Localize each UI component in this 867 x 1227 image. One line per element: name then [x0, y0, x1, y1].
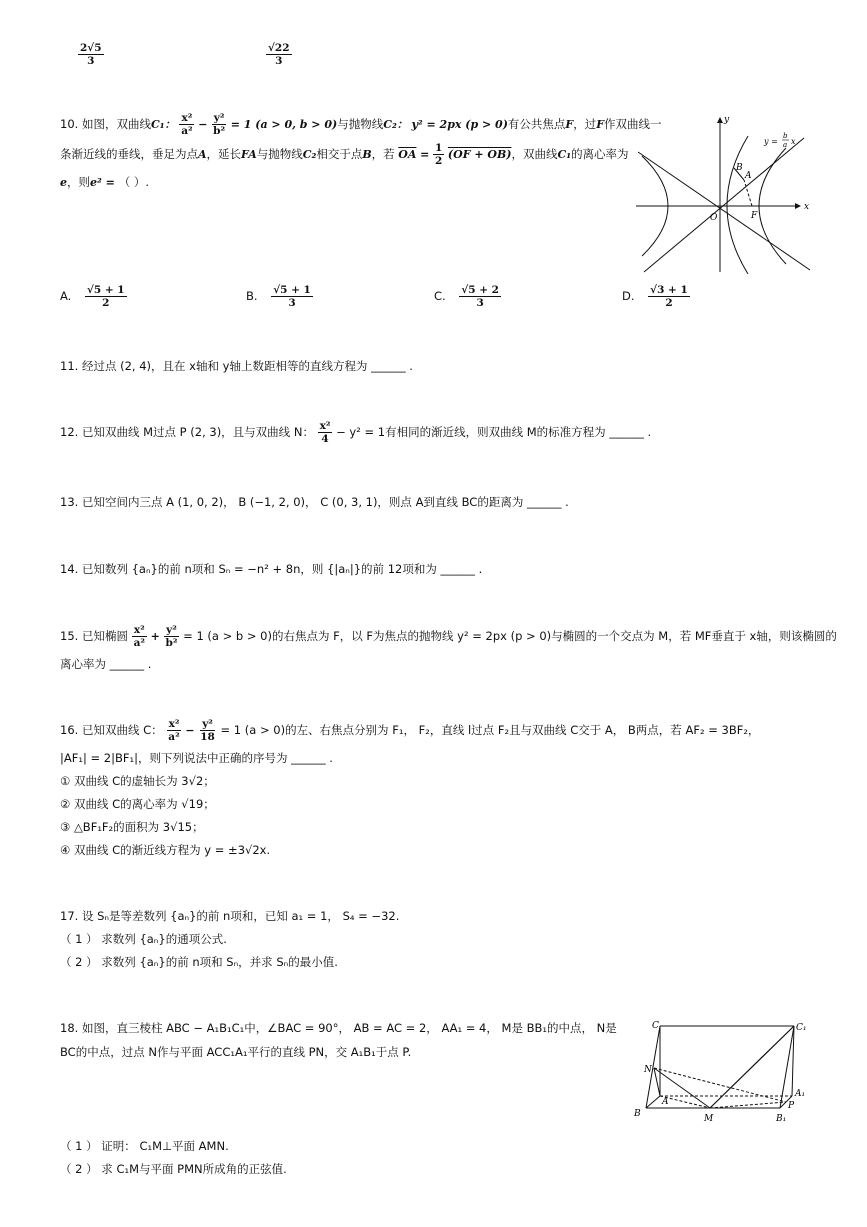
q10-text: ，双曲线: [511, 147, 558, 162]
fraction-numerator: y²: [166, 624, 177, 636]
q10-option-a[interactable]: [60, 284, 127, 309]
question-18-line-1: 18. 如图，直三棱柱 ABC − A₁B₁C₁中，∠BAC = 90°， AB = AC = 2， AA₁ = 4， M是 BB₁的中点， N是: [60, 1021, 617, 1035]
fraction-numerator: √3 + 1: [650, 284, 688, 296]
q10-segment: FA: [241, 148, 257, 162]
question-13: 13. 已知空间内三点 A (1, 0, 2)， B (−1, 2, 0)， C (0, 3, 1)，则点 A到直线 BC的距离为 ______ .: [60, 495, 569, 509]
q10-point: A: [198, 148, 207, 162]
question-15-line-1: [60, 624, 837, 649]
q10-curve-c1: C₁：: [150, 118, 176, 132]
vector-sum: (OF + OB): [447, 148, 512, 162]
q16-text: 16. 已知双曲线 C：: [60, 723, 163, 738]
label-c: C: [652, 1021, 659, 1031]
q18-prism-figure: [630, 1016, 810, 1128]
fraction-denominator: 4: [321, 433, 329, 446]
question-16-line-1: [60, 718, 759, 743]
parabola: [727, 136, 748, 274]
fraction-numerator: √5 + 2: [461, 284, 499, 296]
fraction-denominator: a²: [133, 637, 146, 650]
label-c1: C₁: [796, 1023, 807, 1033]
label-m: M: [704, 1114, 714, 1124]
q10-option-c[interactable]: [434, 284, 501, 309]
fraction-denominator: 18: [200, 731, 215, 744]
option-label: C.: [434, 289, 446, 304]
fraction-denominator: b²: [165, 637, 178, 650]
label-b: B: [736, 163, 743, 173]
label-b: B: [634, 1109, 641, 1119]
fraction-numerator: x²: [168, 718, 180, 730]
q10-curve-c2: C₂: [302, 148, 317, 162]
q10-text: ，过: [573, 117, 597, 132]
q10-text: （ ）.: [118, 175, 150, 189]
q10-text: 的离心率为: [571, 147, 629, 162]
q10-hyperbola-figure: [636, 112, 814, 274]
minus-sign: −: [185, 724, 195, 738]
plus-sign: +: [150, 630, 160, 644]
q15-text: = 1 (a > b > 0)的右焦点为 F，以 F为焦点的抛物线 y² = 2px (p > 0)与椭圆的一个交点为 M，若 MF垂直于 x轴，则该椭圆的: [183, 629, 837, 644]
equals-sign: =: [420, 148, 430, 162]
perpendicular-fa: [744, 180, 752, 206]
q10-text: 作双曲线一: [604, 117, 662, 132]
q10-text: ，则: [67, 175, 90, 189]
q10-point: F: [565, 118, 574, 132]
asymptote-label-num: b: [783, 132, 788, 140]
q15-text: 15. 已知椭圆: [60, 629, 128, 644]
prev-option-fraction-1: [78, 42, 104, 67]
q16-text: = 1 (a > 0)的左、右焦点分别为 F₁， F₂，直线 l过点 F₂且与双曲线 C交于 A， B两点，若 AF₂ = 3BF₂，: [220, 723, 760, 738]
q10-parabola: y² = 2px (p > 0): [411, 118, 508, 132]
question-10-line-3: [60, 174, 149, 190]
asymptote-label: y =: [764, 137, 778, 146]
q16-statement-3: ③ △BF₁F₂的面积为 3√15；: [60, 820, 204, 834]
q10-text: 与抛物线: [256, 147, 303, 162]
q10-option-b[interactable]: [246, 284, 313, 309]
asymptote-label-x: x: [791, 137, 796, 146]
q10-option-d[interactable]: [622, 284, 690, 309]
label-f: F: [751, 211, 758, 221]
question-15-line-2: 离心率为 ______ .: [60, 657, 152, 671]
q10-variable-e: e: [60, 176, 67, 189]
fraction-numerator: y²: [213, 112, 225, 124]
q10-text: 与抛物线: [337, 117, 384, 132]
q16-statement-4: ④ 双曲线 C的渐近线方程为 y = ±3√2x.: [60, 843, 271, 857]
question-10-line-1: [60, 112, 662, 137]
fraction-denominator: 2: [434, 155, 443, 168]
asymptote-negative: [638, 152, 810, 270]
question-12: [60, 420, 651, 445]
segment-np: [654, 1068, 786, 1102]
q12-text: 12. 已知双曲线 M过点 P (2, 3)，且与双曲线 N：: [60, 425, 314, 440]
option-label: B.: [246, 289, 258, 304]
q17-part-1: （ 1 ） 求数列 {aₙ}的通项公式.: [60, 932, 227, 946]
label-n: N: [644, 1065, 652, 1075]
label-a: A: [745, 171, 752, 181]
minus-sign: −: [198, 118, 208, 132]
q10-curve-c1: C₁: [557, 148, 572, 162]
fraction-denominator: 2: [102, 297, 110, 310]
q10-text: 10. 如图，双曲线: [60, 117, 151, 132]
q16-statement-1: ① 双曲线 C的虚轴长为 3√2；: [60, 774, 215, 788]
fraction-numerator: √5 + 1: [273, 284, 311, 296]
q10-e-squared: e² =: [90, 176, 119, 189]
y-axis-label: y: [724, 115, 730, 125]
q10-point: F: [596, 118, 605, 132]
q17-part-2: （ 2 ） 求数列 {aₙ}的前 n项和 Sₙ，并求 Sₙ的最小值.: [60, 955, 338, 969]
q10-point: B: [362, 148, 372, 162]
label-p: P: [788, 1101, 795, 1111]
q16-statement-2: ② 双曲线 C的离心率为 √19；: [60, 797, 215, 811]
fraction-denominator: 3: [476, 297, 484, 310]
fraction-numerator: √22: [268, 42, 290, 54]
q10-text: ，延长: [206, 147, 242, 162]
q10-text: ，若: [371, 147, 395, 162]
q10-text: 有公共焦点: [507, 117, 566, 132]
fraction-denominator: 3: [87, 55, 95, 68]
option-label: D.: [622, 289, 635, 304]
fraction-denominator: 3: [288, 297, 296, 310]
q10-curve-c2: C₂：: [383, 118, 408, 132]
fraction-numerator: 1: [434, 142, 443, 154]
label-b1: B₁: [776, 1114, 787, 1124]
label-o: O: [710, 213, 718, 223]
q12-text: − y² = 1有相同的渐近线，则双曲线 M的标准方程为 ______ .: [336, 425, 652, 440]
question-17: 17. 设 Sₙ是等差数列 {aₙ}的前 n项和，已知 a₁ = 1， S₄ = −32.: [60, 909, 400, 923]
question-11: 11. 经过点 (2, 4)，且在 x轴和 y轴上数距相等的直线方程为 ______ .: [60, 359, 413, 373]
asymptote-label-den: a: [783, 141, 788, 149]
x-axis-label: x: [804, 202, 810, 212]
question-14: 14. 已知数列 {aₙ}的前 n项和 Sₙ = −n² + 8n，则 {|aₙ|}的前 12项和为 ______ .: [60, 562, 483, 576]
fraction-denominator: b²: [213, 125, 226, 138]
option-label: A.: [60, 289, 72, 304]
prev-option-fraction-2: [266, 42, 292, 67]
label-a1: A₁: [795, 1089, 806, 1099]
vector-oa: $\overline{OA}$: [398, 148, 417, 162]
question-18-line-2: BC的中点，过点 N作与平面 ACC₁A₁平行的直线 PN，交 A₁B₁于点 P.: [60, 1045, 412, 1059]
label-a: A: [662, 1097, 669, 1107]
fraction-denominator: a²: [181, 125, 193, 138]
q10-equation: = 1 (a > 0, b > 0): [230, 118, 338, 132]
fraction-denominator: a²: [168, 731, 180, 744]
fraction-numerator: x²: [181, 112, 193, 124]
fraction-numerator: 2√5: [80, 42, 102, 54]
fraction-numerator: x²: [133, 624, 145, 636]
question-10-line-2: [60, 142, 629, 167]
question-16-line-2: |AF₁| = 2|BF₁|，则下列说法中正确的序号为 ______ .: [60, 751, 333, 765]
fraction-numerator: √5 + 1: [86, 284, 125, 296]
q10-text: 条渐近线的垂线，垂足为点: [60, 147, 198, 162]
q10-text: 相交于点: [316, 147, 363, 162]
q18-part-2: （ 2 ） 求 C₁M与平面 PMN所成角的正弦值.: [60, 1162, 287, 1176]
fraction-denominator: 3: [275, 55, 283, 68]
fraction-numerator: x²: [319, 420, 331, 432]
fraction-denominator: 2: [665, 297, 673, 310]
fraction-numerator: y²: [202, 718, 213, 730]
q18-part-1: （ 1 ） 证明： C₁M⊥平面 AMN.: [60, 1139, 229, 1153]
segment-mp: [710, 1102, 786, 1108]
